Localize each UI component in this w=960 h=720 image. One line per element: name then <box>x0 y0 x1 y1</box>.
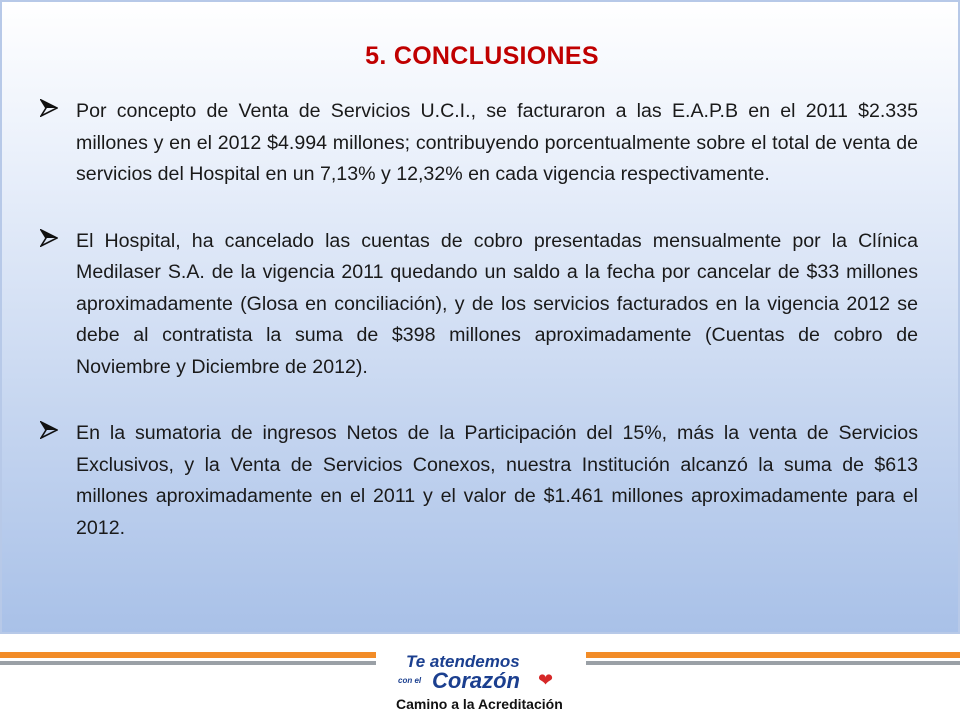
arrow-bullet-icon <box>40 418 76 444</box>
orange-stripe-right <box>586 652 960 658</box>
gray-stripe-left <box>0 661 376 665</box>
gray-stripe-right <box>586 661 960 665</box>
bullet-text: Por concepto de Venta de Servicios U.C.I., se facturaron a las E.A.P.B en el 2011 $2.335 millones y en el 2012 $4.994 millones; contribuyendo porcentualmente sobre el total de venta de servicios del Hospital en un 7,13% y 12,32% en cada vigencia respectivamente. <box>76 100 918 185</box>
logo-small-text: con el <box>398 676 422 685</box>
logo <box>392 650 570 718</box>
heart-icon: ❤ <box>538 670 554 690</box>
slide-title: 5. CONCLUSIONES <box>365 42 599 70</box>
list-item <box>40 418 918 544</box>
bullet-text: En la sumatoria de ingresos Netos de la Participación del 15%, más la venta de Servicios Exclusivos, y la Venta de Servicios Conexos, nuestra Institución alcanzó la suma de $613 millones aproximadamente en el 2011 y el valor de $1.461 millones aproximadamente para el 2012. <box>76 422 918 539</box>
footer <box>0 634 960 720</box>
list-item <box>40 96 918 191</box>
logo-tagline: Camino a la Acreditación <box>396 696 563 712</box>
arrow-bullet-icon <box>40 96 76 122</box>
list-item <box>40 226 918 384</box>
bullet-list <box>40 96 918 579</box>
bullet-text: El Hospital, ha cancelado las cuentas de cobro presentadas mensualmente por la Clínica Medilaser S.A. de la vigencia 2011 quedando un saldo a la fecha por cancelar de $33 millones aproximadamente (Glosa en conciliación), y de los servicios facturados en la vigencia 2012 se debe al contratista la suma de $398 millones aproximadamente (Cuentas de cobro de Noviembre y Diciembre de 2012). <box>76 229 918 378</box>
logo-line1: Te atendemos <box>406 652 520 671</box>
arrow-bullet-icon <box>40 226 76 252</box>
logo-line2: Corazón <box>432 668 520 693</box>
orange-stripe-left <box>0 652 376 658</box>
